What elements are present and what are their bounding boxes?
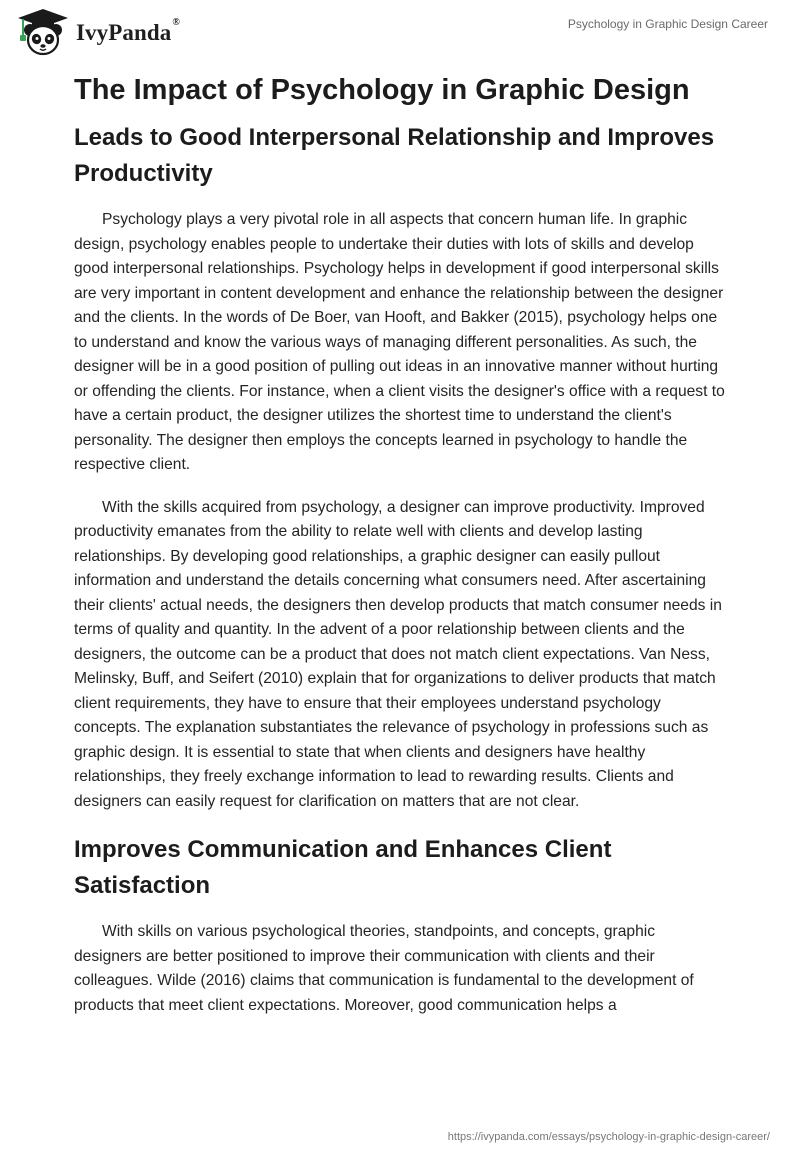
article-title: The Impact of Psychology in Graphic Design — [74, 74, 690, 106]
section-heading: Improves Communication and Enhances Client Satisfaction — [74, 836, 612, 899]
logo-wordmark: IvyPanda® — [76, 17, 180, 45]
article-body — [74, 70, 726, 1036]
panda-graduation-cap-icon — [14, 6, 72, 58]
registered-mark: ® — [172, 17, 180, 28]
paragraph: With skills on various psychological theories, standpoints, and concepts, graphic designers are better positioned to improve their communication with clients and their colleagues. Wilde (2016) claims that communication is fundamental to the development of products that meet client expectations. Moreover, good communication helps a — [74, 923, 694, 1014]
running-title: Psychology in Graphic Design Career — [567, 17, 768, 31]
source-url-link[interactable]: https://ivypanda.com/essays/psychology-in-graphic-design-career/ — [447, 1131, 770, 1143]
section-heading: Leads to Good Interpersonal Relationship and Improves Productivity — [74, 124, 715, 187]
paragraph: With the skills acquired from psychology, a designer can improve productivity. Improved productivity emanates from the ability to relate well with clients and develop lasting relationships. By developing good relationships, a graphic designer can easily pullout information and understand the details concerning what consumers need. After ascertaining their clients' actual needs, the designers then develop products that match consumer needs in terms of quality and quantity. In the advent of a poor relationship between clients and the designers, the outcome can be a product that does not match client expectations. Van Ness, Melinsky, Buff, and Seifert (2010) explain that for organizations to deliver products that match client requirements, they have to ensure that their employees understand psychology concepts. The explanation substantiates the relevance of psychology in professions such as graphic design. It is essential to state that when clients and designers have healthy relationships, they freely exchange information to lead to rewarding results. Clients and designers can easily request for clarification on matters that are not clear. — [74, 498, 722, 810]
page-header — [14, 6, 768, 62]
paragraph: Psychology plays a very pivotal role in all aspects that concern human life. In graphic design, psychology enables people to undertake their duties with lots of skills and develop good interpersonal relationships. Psychology helps in development if good interpersonal skills are very important in content development and enhance the relationship between the designer and the clients. In the words of De Boer, van Hooft, and Bakker (2015), psychology helps one to understand and know the various ways of managing different personalities. As such, the designer will be in a good position of pulling out ideas in an innovative manner without hurting or offending the clients. For instance, when a client visits the designer's office with a request to have a certain product, the designer utilizes the shortest time to understand the client's personality. The designer then employs the concepts learned in psychology to handle the respective client. — [74, 211, 725, 473]
ivypanda-logo[interactable] — [14, 6, 180, 58]
